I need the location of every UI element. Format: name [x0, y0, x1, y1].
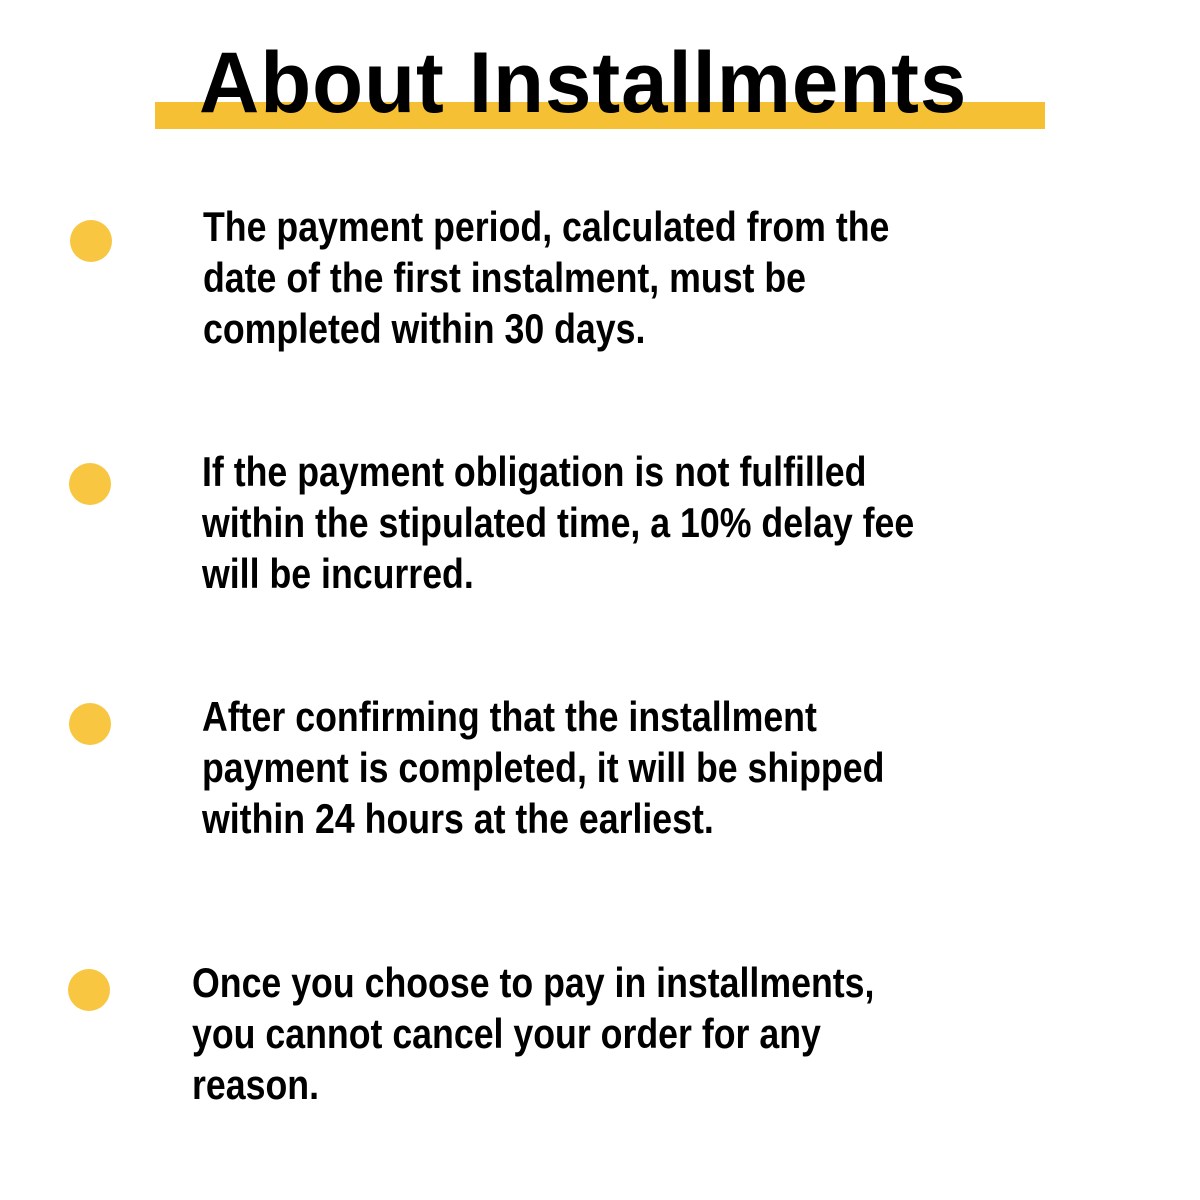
bullet-text-line: reason. — [192, 1061, 319, 1108]
bullet-text-line: payment is completed, it will be shipped — [202, 744, 885, 791]
page-title: About Installments — [199, 35, 968, 131]
bullet-item-payment-period — [203, 201, 889, 354]
bullet-item-delay-fee — [202, 446, 914, 599]
bullet-text-line: will be incurred. — [202, 550, 474, 597]
circle-bullet-icon — [69, 703, 111, 745]
bullet-text-line: The payment period, calculated from the — [203, 203, 890, 250]
circle-bullet-icon — [68, 969, 110, 1011]
bullet-text-line: completed within 30 days. — [203, 305, 646, 352]
circle-bullet-icon — [70, 220, 112, 262]
bullet-text-line: After confirming that the installment — [202, 693, 817, 740]
bullet-text-line: within the stipulated time, a 10% delay fee — [202, 499, 915, 546]
bullet-text-line: date of the first instalment, must be — [203, 254, 807, 301]
circle-bullet-icon — [69, 463, 111, 505]
bullet-text-line: Once you choose to pay in installments, — [192, 959, 875, 1006]
bullet-text-line: within 24 hours at the earliest. — [202, 795, 714, 842]
bullet-item-shipping — [202, 691, 884, 844]
bullet-text-line: If the payment obligation is not fulfilled — [202, 448, 867, 495]
bullet-text-line: you cannot cancel your order for any — [192, 1010, 821, 1057]
bullet-item-no-cancellation — [192, 957, 874, 1110]
